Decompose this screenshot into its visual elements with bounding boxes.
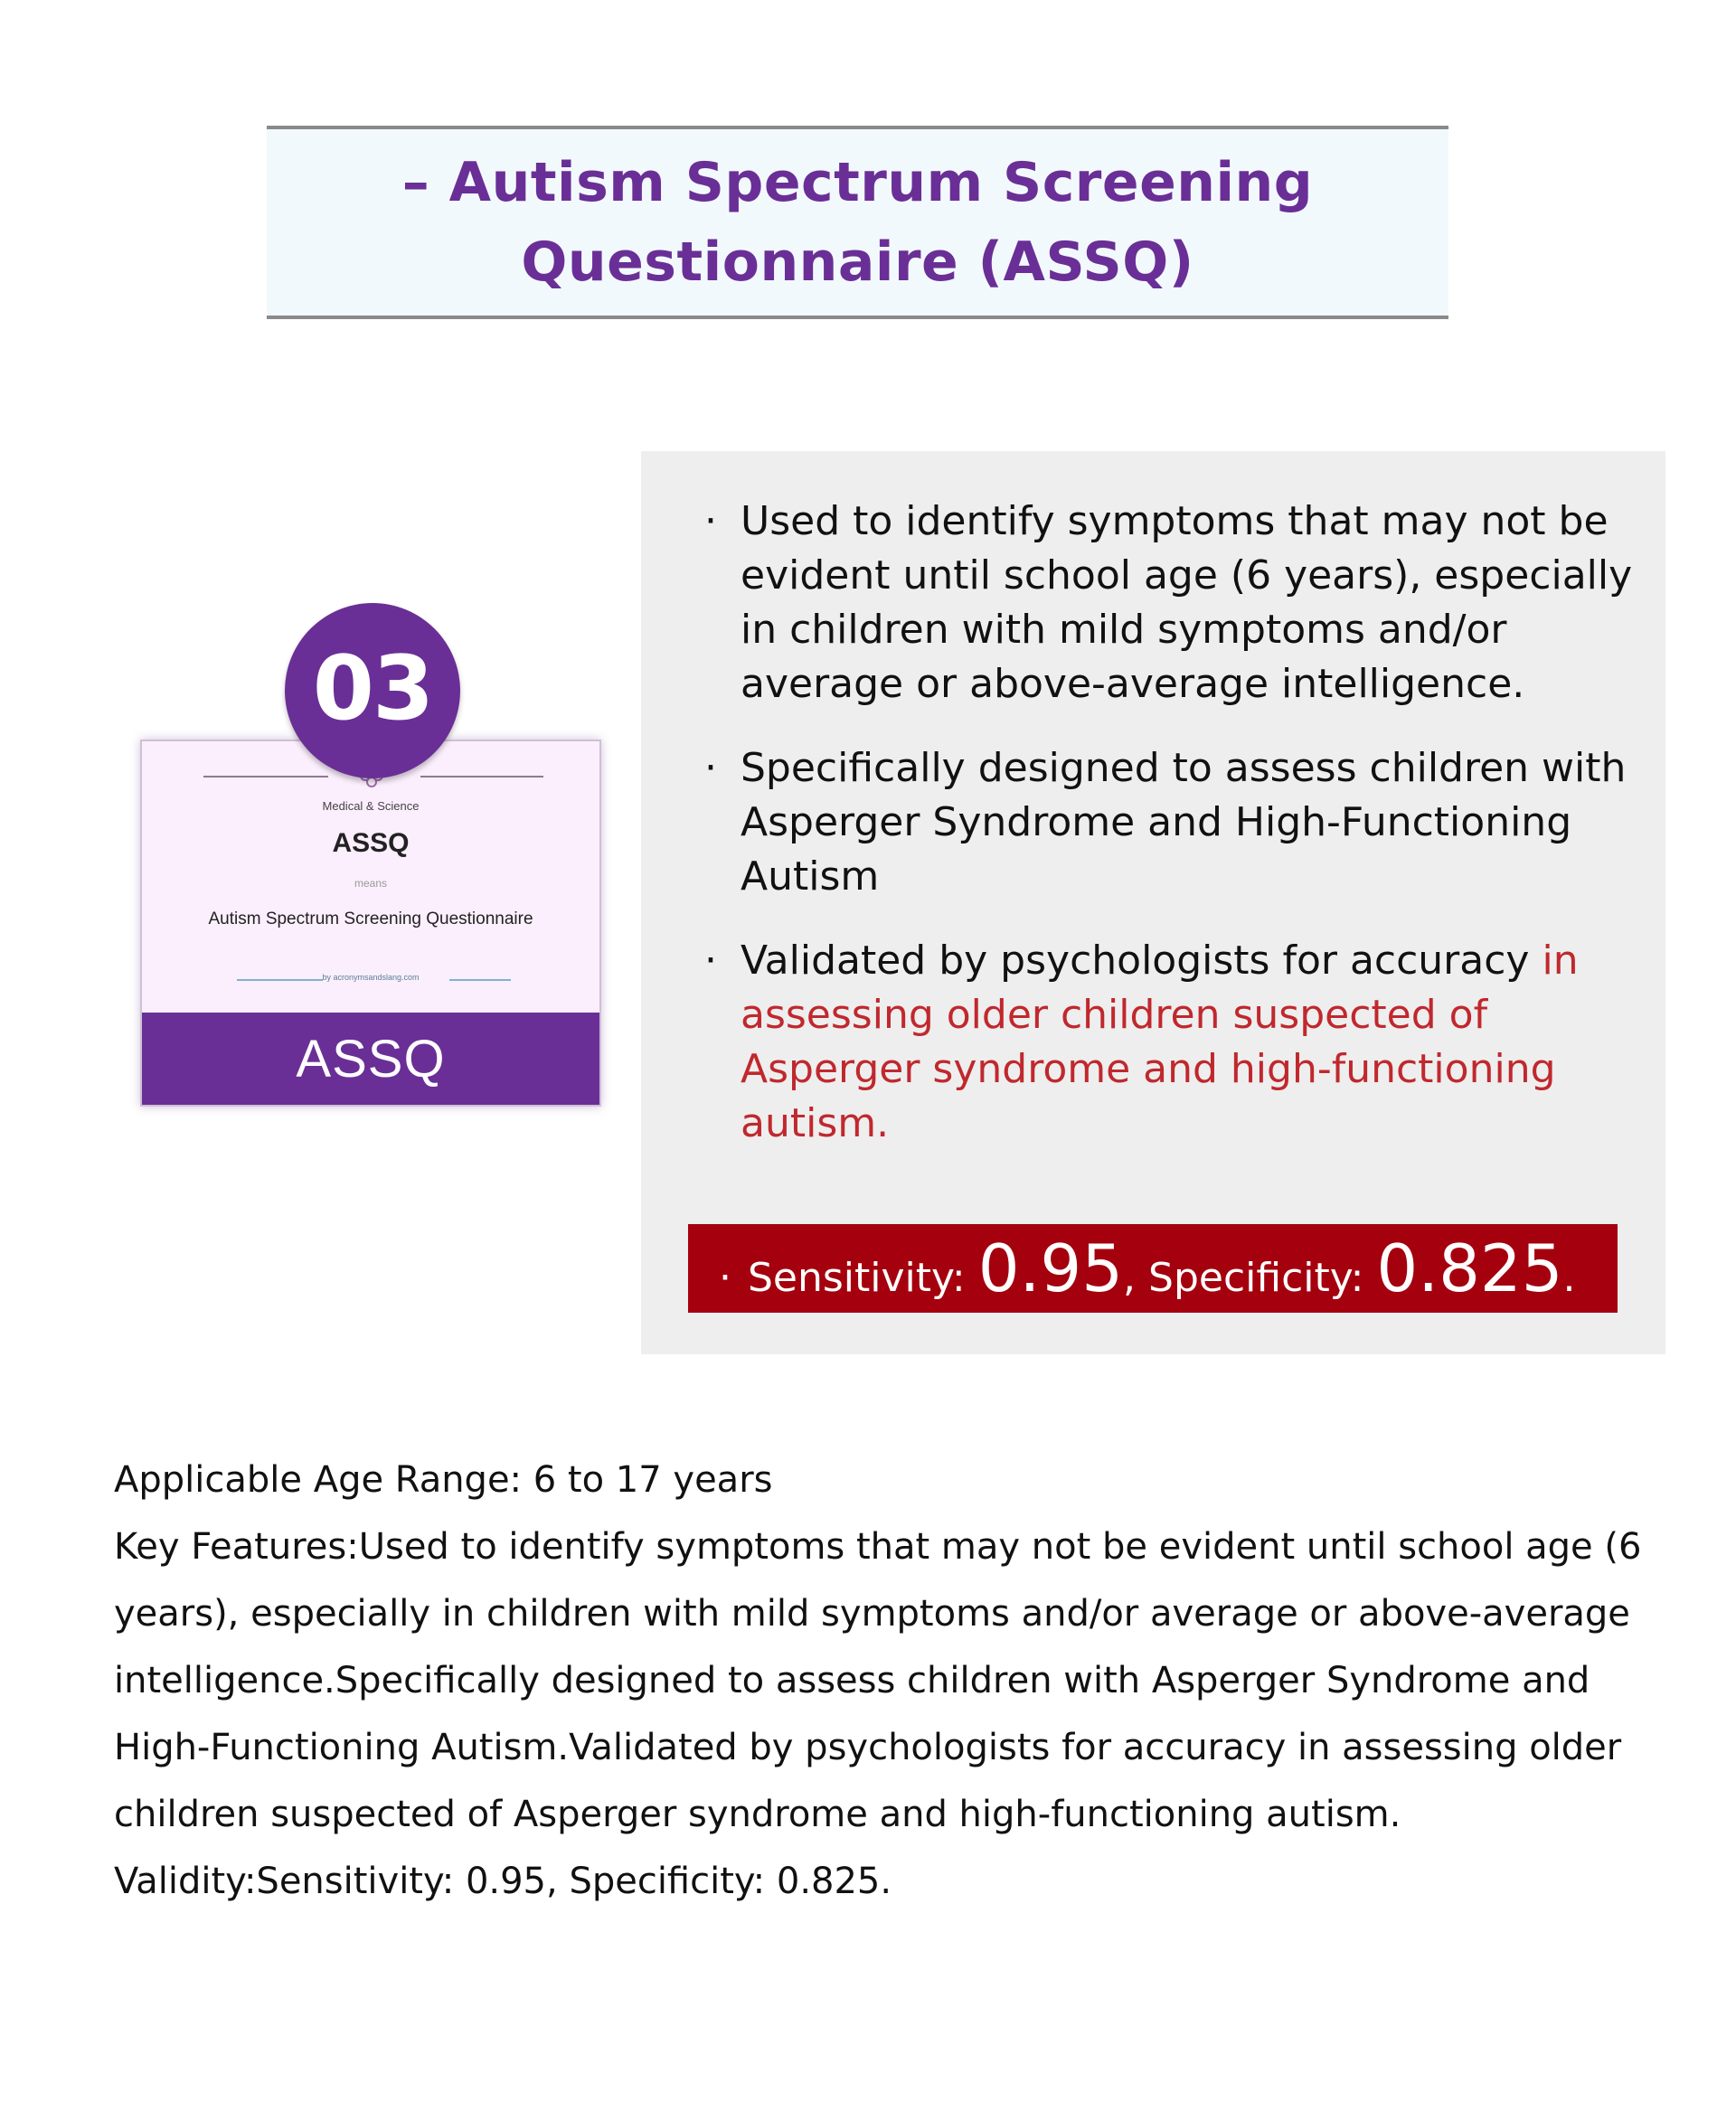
card-divider-right	[420, 776, 543, 777]
sensitivity-value: 0.95	[977, 1230, 1124, 1306]
card-footer	[142, 1013, 599, 1105]
card-means: means	[354, 877, 388, 890]
key-features: Key Features:Used to identify symptoms that may not be evident until school age (6 years), especially in children with mild symptoms and/or average or above-average intelligence.Specifically designed to assess children with Asperger Syndrome and High-Functioning Autism.Validated by psychologists for accuracy in assessing older children suspected of Asperger syndrome and high-functioning autism.	[114, 1526, 1642, 1835]
card-footer-label: ASSQ	[296, 1029, 446, 1088]
sensitivity-label: Sensitivity:	[748, 1255, 966, 1301]
validity-summary: Validity:Sensitivity: 0.95, Specificity: 0.825.	[114, 1861, 892, 1902]
card-divider-left	[203, 776, 328, 777]
bullet-text: Validated by psychologists for accuracy	[741, 938, 1530, 984]
assq-card	[140, 740, 601, 1107]
bullet-icon: ·	[704, 498, 717, 544]
info-panel	[641, 451, 1665, 1354]
bullet-item-validation	[704, 934, 1645, 1151]
bullet-item-purpose	[704, 495, 1645, 712]
card-footer-divider-right	[449, 979, 511, 981]
specificity-value: 0.825	[1376, 1230, 1563, 1306]
validity-end: .	[1562, 1255, 1576, 1301]
bullet-list	[704, 495, 1645, 1181]
card-site: by acronymsandslang.com	[322, 973, 420, 982]
bullet-icon: ·	[704, 938, 717, 984]
bullet-icon: ·	[704, 745, 717, 791]
card-full-name: Autism Spectrum Screening Questionnaire	[208, 909, 533, 928]
bullet-text: Used to identify symptoms that may not be evident until school age (6 years), especially in children with mild symptoms and/or average or above-average intelligence.	[741, 498, 1633, 707]
validity-separator: ,	[1123, 1255, 1137, 1301]
validity-bullet-icon: ·	[719, 1255, 731, 1301]
card-category: Medical & Science	[322, 799, 420, 813]
page-title: – Autism Spectrum Screening Questionnaire (ASSQ)	[401, 151, 1314, 294]
specificity-label: Specificity:	[1148, 1255, 1364, 1301]
bullet-item-design	[704, 741, 1645, 904]
validity-bar	[688, 1224, 1618, 1313]
card-abbreviation: ASSQ	[332, 828, 410, 858]
title-banner	[267, 126, 1448, 319]
age-range: Applicable Age Range: 6 to 17 years	[114, 1459, 773, 1501]
bullet-text: Specifically designed to assess children with Asperger Syndrome and High-Functioning Autism	[741, 745, 1627, 900]
bullet-highlight-text: in assessing older children suspected of Asperger syndrome and high-functioning autism.	[741, 938, 1579, 1146]
details-section	[114, 1447, 1651, 1915]
badge-number: 03	[312, 637, 433, 740]
number-badge	[285, 603, 460, 778]
